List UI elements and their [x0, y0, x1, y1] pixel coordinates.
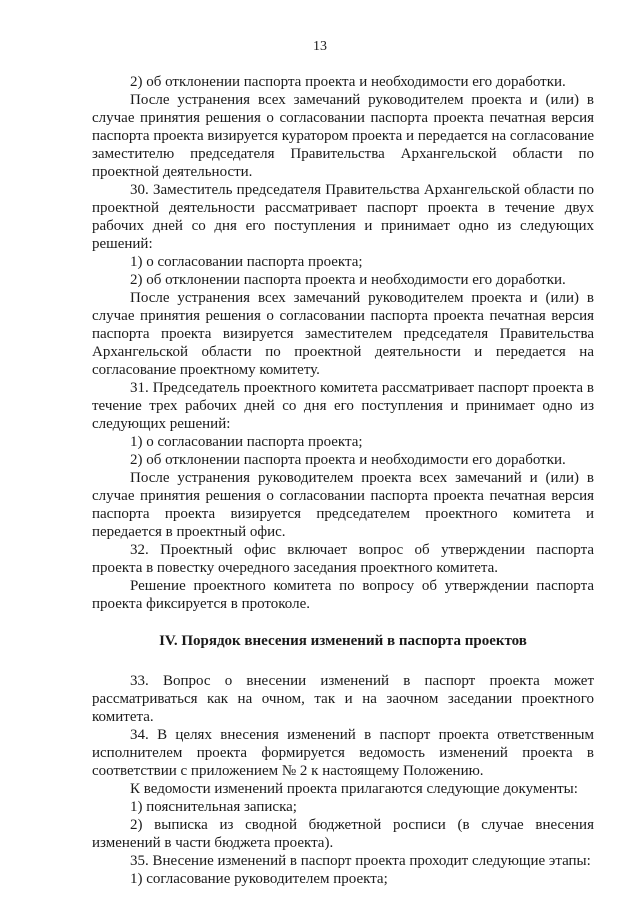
document-body	[92, 73, 594, 888]
paragraph: 1) пояснительная записка;	[130, 799, 297, 815]
paragraph: 35. Внесение изменений в паспорт проекта проходит следующие этапы:	[130, 853, 591, 869]
paragraph: 32. Проектный офис включает вопрос об утверждении паспорта проекта в повестку очередного заседания проектного комитета.	[92, 542, 594, 576]
paragraph: К ведомости изменений проекта прилагаются следующие документы:	[130, 781, 578, 797]
paragraph: После устранения всех замечаний руководителем проекта и (или) в случае принятия решения о согласовании паспорта проекта печатная версия паспорта проекта визируется куратором проекта и передается на согласование заместителю председателя Правительства Архангельской области по проектной деятельности.	[92, 92, 595, 180]
paragraph: После устранения всех замечаний руководителем проекта и (или) в случае принятия решения о согласовании паспорта проекта печатная версия паспорта проекта визируется заместителем председателя Правительства Архангельской области по проектной деятельности и передается на согласование проектному комитету.	[92, 290, 594, 378]
paragraph: 31. Председатель проектного комитета рассматривает паспорт проекта в течение трех рабочих дней со дня его поступления и принимает одно из следующих решений:	[92, 380, 594, 432]
paragraph: 1) согласование руководителем проекта;	[130, 871, 388, 887]
paragraph: 2) об отклонении паспорта проекта и необходимости его доработки.	[130, 74, 566, 90]
paragraph: После устранения руководителем проекта всех замечаний и (или) в случае принятия решения о согласовании паспорта проекта печатная версия паспорта проекта визируется председателем проектного комитета и передается в проектный офис.	[92, 470, 594, 540]
paragraph: 1) о согласовании паспорта проекта;	[130, 434, 363, 450]
page-number: 13	[313, 39, 327, 54]
paragraph: 2) выписка из сводной бюджетной росписи (в случае внесения изменений в части бюджета проекта).	[92, 817, 594, 851]
paragraph: 34. В целях внесения изменений в паспорт проекта ответственным исполнителем проекта формируется ведомость изменений проекта в соответствии с приложением № 2 к настоящему Положению.	[92, 727, 594, 779]
paragraph: 2) об отклонении паспорта проекта и необходимости его доработки.	[130, 272, 566, 288]
paragraph: 30. Заместитель председателя Правительства Архангельской области по проектной деятельности рассматривает паспорт проекта в течение двух рабочих дней со дня его поступления и принимает одно из следующих решений:	[92, 182, 594, 252]
paragraph: 1) о согласовании паспорта проекта;	[130, 254, 363, 270]
section-heading: IV. Порядок внесения изменений в паспорта проектов	[159, 633, 527, 649]
paragraph: Решение проектного комитета по вопросу об утверждении паспорта проекта фиксируется в протоколе.	[92, 578, 594, 612]
paragraph: 33. Вопрос о внесении изменений в паспорт проекта может рассматриваться как на очном, так и на заочном заседании проектного комитета.	[92, 673, 594, 725]
paragraph: 2) об отклонении паспорта проекта и необходимости его доработки.	[130, 452, 566, 468]
